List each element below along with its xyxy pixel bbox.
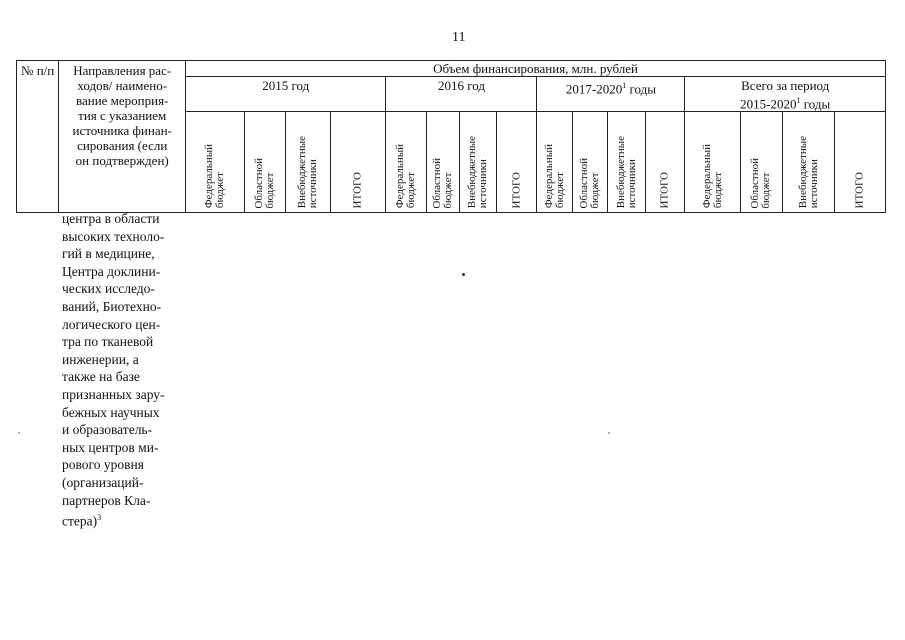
subcolumn-regional-2017-2020: Областной бюджет [572, 112, 607, 213]
column-header-number: № п/п [17, 61, 59, 213]
subcolumn-total-2016: ИТОГО [497, 112, 537, 213]
subcolumn-extrabudget-2016: Внебюджетные источники [459, 112, 496, 213]
period-header-total: Всего за период 2015-2020$^1$ годы [685, 77, 886, 112]
subcolumn-regional-2016: Областной бюджет [426, 112, 459, 213]
column-header-volume: Объем финансирования, млн. рублей [186, 61, 886, 77]
subcolumn-total-2015: ИТОГО [331, 112, 386, 213]
scan-speck [462, 273, 465, 276]
subcolumn-extrabudget-2015: Внебюджетные источники [285, 112, 330, 213]
subcolumn-extrabudget-2017-2020: Внебюджетные источники [607, 112, 645, 213]
subcolumn-total-2017-2020: ИТОГО [646, 112, 685, 213]
measure-description: центра в области высоких техноло- гий в медицине, Центра доклини- ческих исследо- ваний, Биотехно- логического цен- тра по тканевой инженерии, а также на базе признанных зару- бежных научных и образователь- ных центров ми- рового уровня (организаций- партнеров Кла- стера)$^3$ [62, 211, 165, 529]
subcolumn-federal-total: Федеральный бюджет [685, 112, 740, 213]
subcolumn-total-total: ИТОГО [835, 112, 886, 213]
subcolumn-federal-2015: Федеральный бюджет [186, 112, 244, 213]
subcolumn-federal-2016: Федеральный бюджет [386, 112, 426, 213]
period-header-2015: 2015 год [186, 77, 386, 112]
period-header-2016: 2016 год [386, 77, 537, 112]
financing-table [16, 60, 886, 213]
subcolumn-federal-2017-2020: Федеральный бюджет [537, 112, 572, 213]
page-number: 11 [452, 30, 466, 45]
scan-speck [608, 432, 610, 434]
column-header-direction: Направления рас- ходов/ наимено- вание мероприя- тия с указанием источника финан- сирования (если он подтвержден) [59, 61, 186, 213]
subcolumn-regional-total: Областной бюджет [740, 112, 782, 213]
subcolumn-extrabudget-total: Внебюджетные источники [783, 112, 835, 213]
subcolumn-regional-2015: Областной бюджет [244, 112, 285, 213]
scan-speck [18, 432, 20, 434]
period-header-2017-2020: 2017-2020$^1$ годы [537, 77, 685, 112]
footnote-mark: 3 [97, 513, 102, 523]
